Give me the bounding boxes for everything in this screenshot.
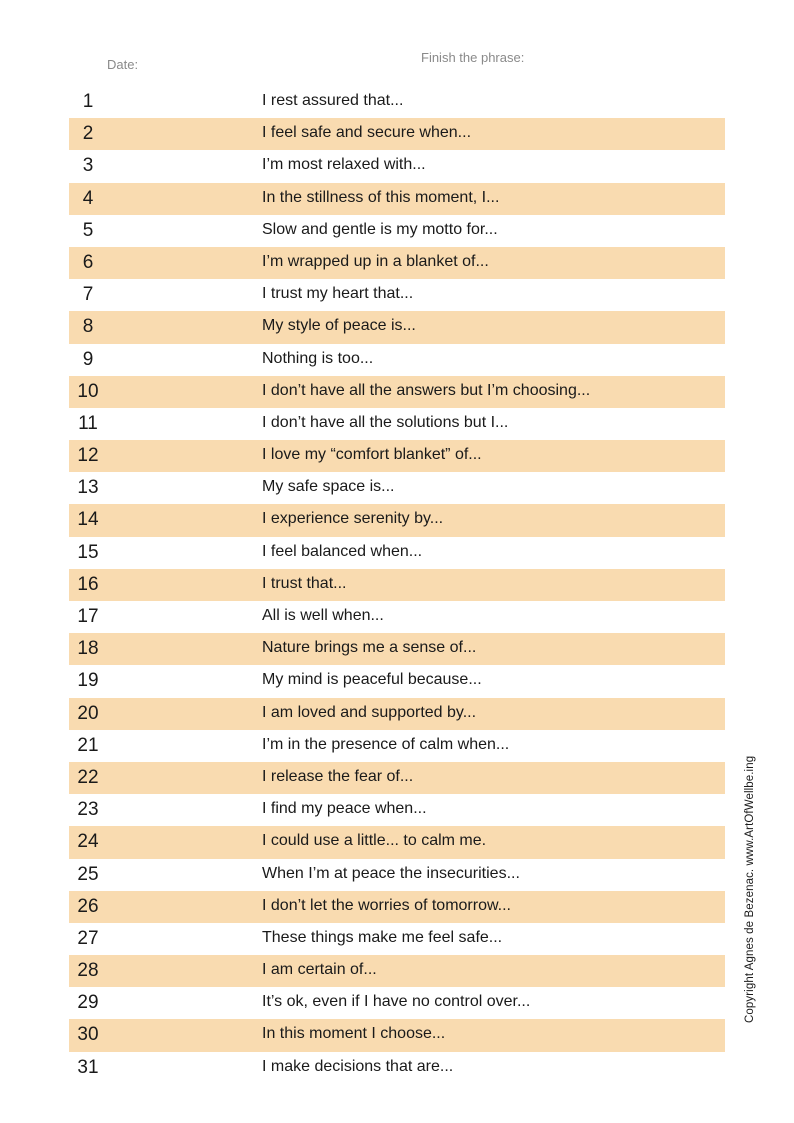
prompt-number: 13 xyxy=(77,477,99,499)
prompt-number: 3 xyxy=(82,155,94,177)
copyright-notice: Copyright Agnes de Bezenac. www.ArtOfWellbe.ing xyxy=(744,755,756,1023)
prompt-number: 8 xyxy=(82,316,94,338)
prompt-number: 21 xyxy=(77,734,99,756)
prompt-row xyxy=(69,923,725,955)
prompt-row xyxy=(69,440,725,472)
prompt-row xyxy=(69,826,725,858)
prompt-text: I feel balanced when... xyxy=(262,542,423,560)
prompt-number: 7 xyxy=(82,284,94,306)
prompt-row xyxy=(69,472,725,504)
prompt-row xyxy=(69,730,725,762)
prompt-text: I trust my heart that... xyxy=(262,285,414,303)
prompt-text: My mind is peaceful because... xyxy=(262,671,482,689)
prompt-number: 20 xyxy=(77,702,99,724)
prompt-row xyxy=(69,247,725,279)
prompt-text: I trust that... xyxy=(262,574,347,592)
prompt-text: I experience serenity by... xyxy=(262,510,444,528)
prompt-row xyxy=(69,794,725,826)
prompt-row xyxy=(69,1019,725,1051)
prompt-row xyxy=(69,279,725,311)
prompt-row xyxy=(69,698,725,730)
prompt-text: Slow and gentle is my motto for... xyxy=(262,220,498,238)
prompt-row xyxy=(69,183,725,215)
prompt-number: 26 xyxy=(77,895,99,917)
prompt-text: I don’t have all the answers but I’m choosing... xyxy=(262,381,591,399)
prompt-row xyxy=(69,537,725,569)
prompt-text: When I’m at peace the insecurities... xyxy=(262,864,520,882)
prompt-row xyxy=(69,891,725,923)
prompt-text: All is well when... xyxy=(262,607,384,624)
prompt-number: 9 xyxy=(82,348,94,370)
prompt-number: 2 xyxy=(82,123,94,145)
prompt-text: I find my peace when... xyxy=(262,800,427,818)
prompt-row xyxy=(69,762,725,794)
prompt-text: Nature brings me a sense of... xyxy=(262,639,477,657)
prompt-number: 17 xyxy=(77,606,99,627)
prompt-number: 28 xyxy=(77,960,99,982)
prompt-number: 15 xyxy=(77,541,99,563)
prompt-text: Nothing is too... xyxy=(262,349,374,367)
prompt-row xyxy=(69,150,725,182)
prompt-number: 27 xyxy=(77,927,99,949)
prompt-number: 4 xyxy=(82,187,94,209)
prompt-number: 6 xyxy=(82,251,94,273)
prompt-number: 16 xyxy=(77,573,99,595)
prompt-row xyxy=(69,311,725,343)
prompt-row xyxy=(69,569,725,601)
prompt-number: 29 xyxy=(77,992,99,1014)
prompt-number: 18 xyxy=(77,638,99,660)
prompt-row xyxy=(69,215,725,247)
prompt-list xyxy=(69,86,725,1084)
prompt-number: 10 xyxy=(77,380,99,402)
prompt-number: 22 xyxy=(77,766,99,788)
prompt-number: 30 xyxy=(77,1024,99,1046)
prompt-text: I love my “comfort blanket” of... xyxy=(262,446,482,464)
prompt-text: I am loved and supported by... xyxy=(262,703,477,721)
prompt-text: I could use a little... to calm me. xyxy=(262,832,487,850)
prompt-row xyxy=(69,86,725,118)
prompt-text: My safe space is... xyxy=(262,478,395,496)
prompt-text: These things make me feel safe... xyxy=(262,928,503,946)
prompt-row xyxy=(69,408,725,440)
prompt-text: My style of peace is... xyxy=(262,317,416,335)
prompt-row xyxy=(69,859,725,891)
prompt-row xyxy=(69,633,725,665)
prompt-text: In the stillness of this moment, I... xyxy=(262,188,500,206)
prompt-number: 19 xyxy=(77,670,99,692)
prompt-number: 11 xyxy=(78,412,98,434)
prompt-number: 5 xyxy=(82,219,94,241)
prompt-text: I make decisions that are... xyxy=(262,1057,454,1075)
prompt-text: In this moment I choose... xyxy=(262,1025,446,1043)
prompt-row xyxy=(69,665,725,697)
prompt-row xyxy=(69,987,725,1019)
prompt-number: 1 xyxy=(82,91,94,112)
prompt-row xyxy=(69,601,725,633)
prompt-text: I am certain of... xyxy=(262,961,377,979)
finish-the-phrase-label: Finish the phrase: xyxy=(421,50,525,65)
prompt-text: I don’t let the worries of tomorrow... xyxy=(262,896,511,914)
prompt-number: 23 xyxy=(77,799,99,821)
prompt-row xyxy=(69,376,725,408)
date-label: Date: xyxy=(107,57,139,72)
prompt-text: I’m in the presence of calm when... xyxy=(262,735,510,753)
prompt-row xyxy=(69,1052,725,1084)
prompt-text: I feel safe and secure when... xyxy=(262,124,472,142)
prompt-row xyxy=(69,344,725,376)
prompt-row xyxy=(69,955,725,987)
prompt-number: 12 xyxy=(77,445,99,467)
prompt-text: It’s ok, even if I have no control over... xyxy=(262,993,531,1011)
prompt-number: 14 xyxy=(77,509,99,531)
prompt-text: I’m wrapped up in a blanket of... xyxy=(262,252,489,270)
prompt-number: 25 xyxy=(77,863,99,885)
prompt-row xyxy=(69,504,725,536)
prompt-text: I rest assured that... xyxy=(262,92,404,109)
prompt-number: 24 xyxy=(77,831,99,853)
prompt-row xyxy=(69,118,725,150)
prompt-number: 31 xyxy=(77,1056,99,1078)
prompt-text: I release the fear of... xyxy=(262,767,414,785)
prompt-text: I’m most relaxed with... xyxy=(262,156,426,174)
prompt-text: I don’t have all the solutions but I... xyxy=(262,413,509,431)
